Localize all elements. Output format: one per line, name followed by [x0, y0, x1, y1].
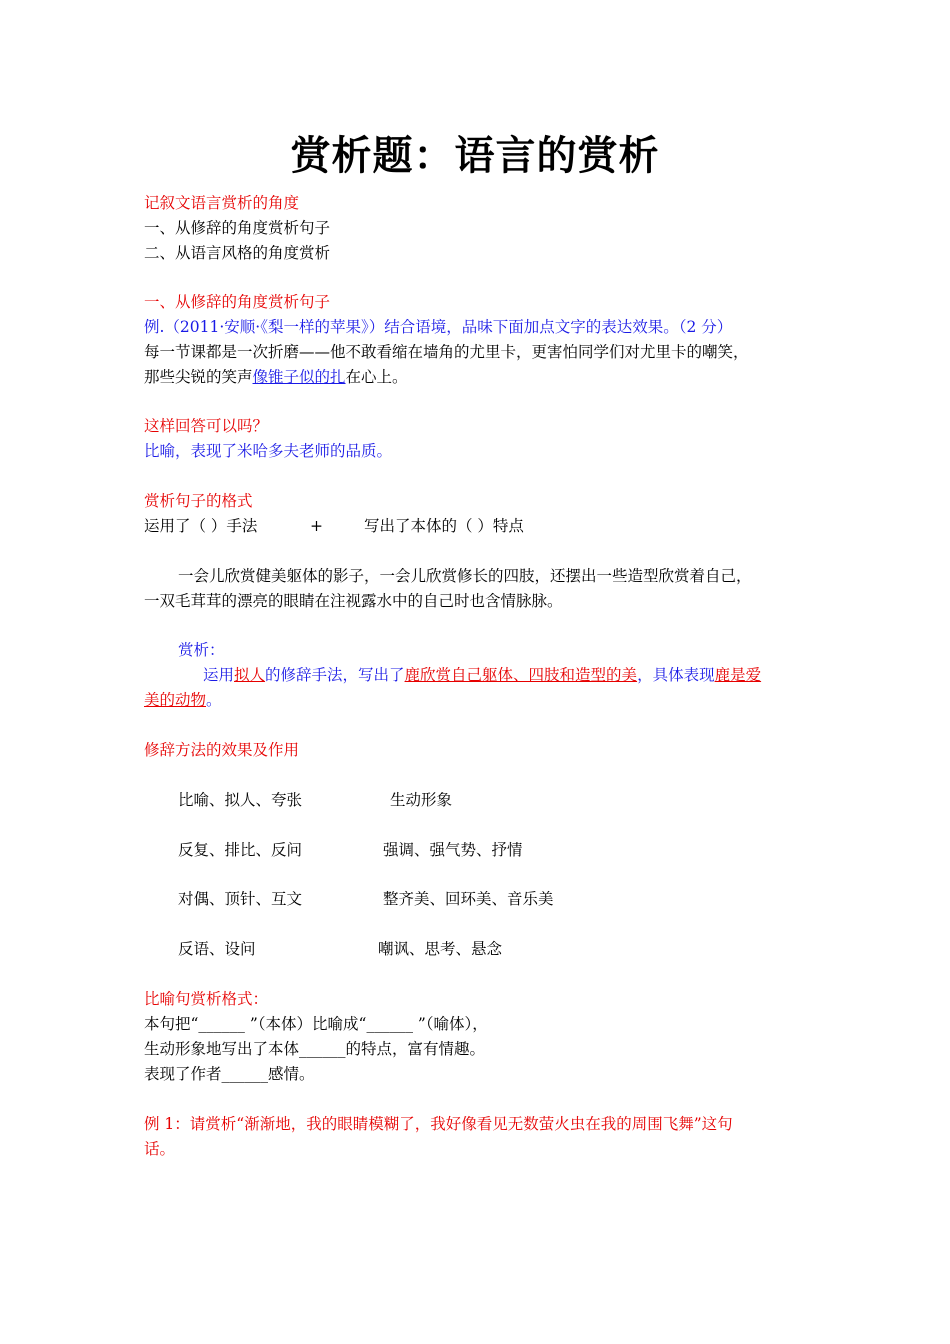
analysis-text: 。	[206, 691, 222, 709]
metaphor-heading: 比喻句赏析格式：	[144, 990, 269, 1008]
analysis-text: 的修辞手法，写出了	[265, 666, 405, 684]
example1-line-2: 话。	[144, 1140, 176, 1158]
metaphor-line-1: 本句把“______ ”（本体）比喻成“______ ”（喻体），	[144, 1015, 488, 1033]
analysis-key-1: 拟人	[234, 666, 266, 684]
effects-effect: 嘲讽、思考、悬念	[378, 940, 503, 958]
marked-phrase: 像锥子似的扎	[252, 368, 346, 386]
example1-line-1: 例 1：请赏析“渐渐地，我的眼睛模糊了，我好像看见无数萤火虫在我的周围飞舞”这句	[144, 1115, 733, 1133]
metaphor-line-3: 表现了作者______感情。	[144, 1065, 315, 1083]
analysis-line-1	[203, 663, 761, 687]
effects-row	[178, 788, 452, 812]
analysis-key-2: 鹿欣赏自己躯体、四肢和造型的美	[404, 666, 638, 684]
passage-line-2	[144, 365, 408, 389]
effects-row	[178, 887, 554, 911]
answer-text: 比喻，表现了米哈多夫老师的品质。	[144, 442, 393, 460]
effects-methods: 比喻、拟人、夸张	[178, 791, 303, 809]
intro-item-2: 二、从语言风格的角度赏析	[144, 244, 331, 262]
analysis-text: 运用	[203, 666, 235, 684]
analysis-key-3-cont: 美的动物	[144, 691, 207, 709]
deer-passage-line-1: 一会儿欣赏健美躯体的影子，一会儿欣赏修长的四肢，还摆出一些造型欣赏着自己，	[178, 567, 752, 585]
format-plus: +	[310, 517, 323, 535]
effects-methods: 反复、排比、反问	[178, 841, 303, 859]
intro-item-1: 一、从修辞的角度赏析句子	[144, 219, 331, 237]
analysis-text: ，具体表现	[637, 666, 715, 684]
question-text: 这样回答可以吗？	[144, 417, 269, 435]
example-prompt: 例.（2011·安顺·《梨一样的苹果》）结合语境，品味下面加点文字的表达效果。（2 分）	[144, 318, 733, 336]
effects-methods: 对偶、顶针、互文	[178, 890, 303, 908]
metaphor-line-2: 生动形象地写出了本体______的特点，富有情趣。	[144, 1040, 486, 1058]
effects-heading: 修辞方法的效果及作用	[144, 741, 300, 759]
page-title: 赏析题：语言的赏析	[290, 133, 660, 179]
passage-line-1: 每一节课都是一次折磨——他不敢看缩在墙角的尤里卡，更害怕同学们对尤里卡的嘲笑，	[144, 343, 749, 361]
effects-methods: 反语、设问	[178, 940, 256, 958]
intro-heading: 记叙文语言赏析的角度	[144, 194, 300, 212]
effects-row	[178, 838, 523, 862]
format-part-1: 运用了（ ）手法	[144, 517, 258, 535]
passage-text: 那些尖锐的笑声	[144, 368, 253, 386]
effects-effect: 强调、强气势、抒情	[383, 841, 523, 859]
effects-row	[178, 937, 502, 961]
format-part-2: 写出了本体的（ ）特点	[364, 517, 524, 535]
format-heading: 赏析句子的格式	[144, 492, 253, 510]
analysis-key-3: 鹿是爱	[714, 666, 762, 684]
effects-effect: 生动形象	[390, 791, 453, 809]
analysis-line-2	[144, 688, 222, 712]
section1-heading: 一、从修辞的角度赏析句子	[144, 293, 331, 311]
effects-effect: 整齐美、回环美、音乐美	[383, 890, 554, 908]
analysis-label: 赏析：	[178, 641, 225, 659]
format-line	[144, 514, 524, 538]
passage-text: 在心上。	[345, 368, 408, 386]
deer-passage-line-2: 一双毛茸茸的漂亮的眼睛在注视露水中的自己时也含情脉脉。	[144, 592, 563, 610]
